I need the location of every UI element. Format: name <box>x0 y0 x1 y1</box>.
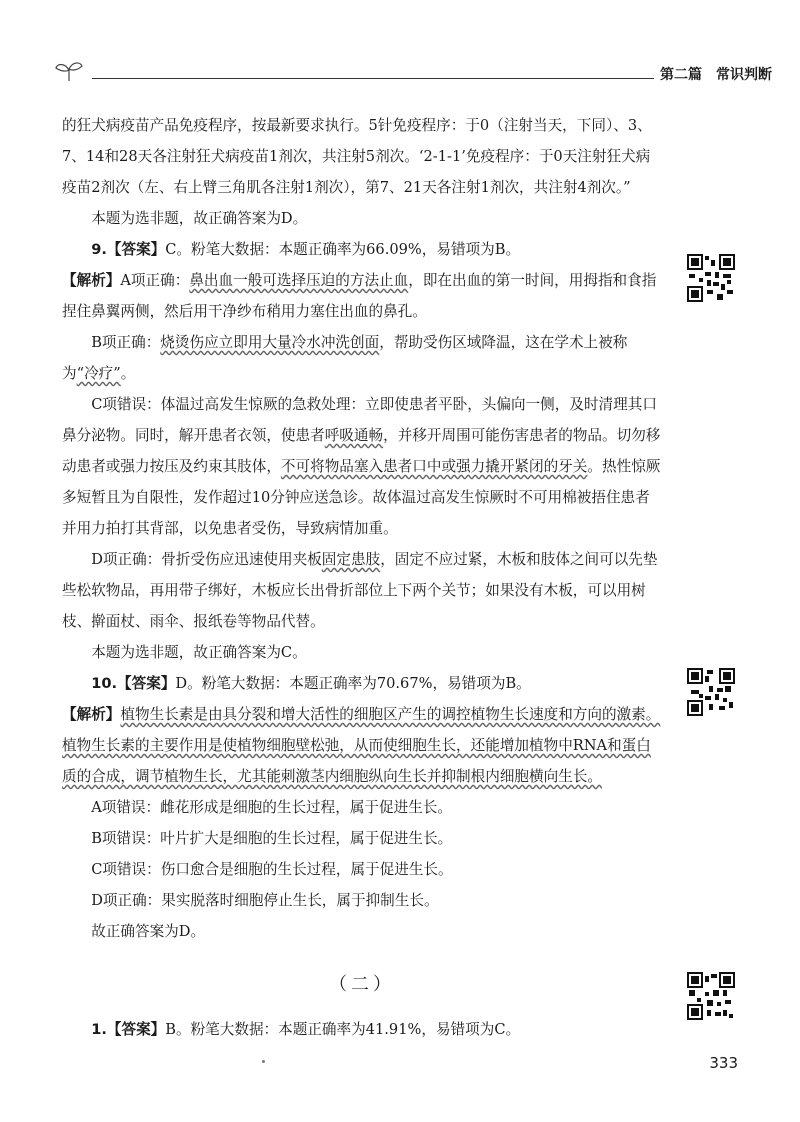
qr-code-icon[interactable] <box>687 668 735 716</box>
q9-explain-d: D项正确：骨折受伤应迅速使用夹板固定患肢，固定不应过紧，木板和肢体之间可以先垫些松软物品，再用带子绑好，木板应长出骨折部位上下两个关节；如果没有木板，可以用树枝、擀面杖、雨伞、报纸卷等物品代替。 <box>62 551 658 630</box>
q1-answer: 1.【答案】B。粉笔大数据：本题正确率为41.91%，易错项为C。 <box>91 1021 521 1038</box>
header-chapter: 常识判断 <box>716 67 772 83</box>
q10-option-c: C项错误：伤口愈合是细胞的生长过程，属于促进生长。 <box>91 861 453 878</box>
sprout-icon <box>54 60 84 82</box>
answer-line: 本题为选非题，故正确答案为D。 <box>91 210 308 227</box>
explain-tag: 【解析】 <box>62 706 121 723</box>
header-title <box>660 64 772 84</box>
qr-code-icon[interactable] <box>687 972 735 1020</box>
header-part: 第二篇 <box>660 67 702 83</box>
paragraph-vaccine: 的狂犬病疫苗产品免疫程序，按最新要求执行。5针免疫程序：于0（注射当天，下同）、3、7、14和28天各注射狂犬病疫苗1剂次，共注射5剂次。‘2-1-1’免疫程序：于0天注射狂犬病疫苗2剂次（左、右上臂三角肌各注射1剂次），第7、21天各注射1剂次，共注射4剂次。” <box>62 117 652 196</box>
header-rule <box>92 78 654 79</box>
q10-option-d: D项正确：果实脱落时细胞停止生长，属于抑制生长。 <box>91 892 439 909</box>
page-header <box>40 58 772 98</box>
q10-answer: 10.【答案】D。粉笔大数据：本题正确率为70.67%，易错项为B。 <box>91 675 531 692</box>
q9-explain-c: C项错误：体温过高发生惊厥的急救处理：立即使患者平卧，头偏向一侧，及时清理其口鼻分泌物。同时，解开患者衣领，使患者呼吸通畅，并移开周围可能伤害患者的物品。切勿移动患者或强力按压及约束其肢体，不可将物品塞入患者口中或强力撬开紧闭的牙关。热性惊厥多短暂且为自限性，发作超过10分钟应送急诊。故体温过高发生惊厥时不可用棉被捂住患者并用力拍打其背部，以免患者受伤，导致病情加重。 <box>62 396 661 537</box>
page-content <box>62 110 662 1045</box>
q10-option-a: A项错误：雌花形成是细胞的生长过程，属于促进生长。 <box>91 799 452 816</box>
answer-tag: 9.【答案】 <box>91 241 166 258</box>
q9-conclusion: 本题为选非题，故正确答案为C。 <box>91 644 307 661</box>
page-number: 333 <box>709 1054 738 1072</box>
section-title: （二） <box>329 974 395 995</box>
q9-answer: 9.【答案】C。粉笔大数据：本题正确率为66.09%，易错项为B。 <box>91 241 521 258</box>
answer-tag: 10.【答案】 <box>91 675 176 692</box>
qr-code-icon[interactable] <box>687 254 735 302</box>
q10-option-b: B项错误：叶片扩大是细胞的生长过程，属于促进生长。 <box>91 830 453 847</box>
q10-conclusion: 故正确答案为D。 <box>91 923 206 940</box>
answer-tag: 1.【答案】 <box>91 1021 166 1038</box>
q9-explain-a: 【解析】A项正确：鼻出血一般可选择压迫的方法止血，即在出血的第一时间，用拇指和食指捏住鼻翼两侧，然后用干净纱布稍用力塞住出血的鼻孔。 <box>62 272 657 320</box>
explain-tag: 【解析】 <box>62 272 121 289</box>
scan-speck <box>262 1060 265 1063</box>
q9-explain-b: B项正确：烧烫伤应立即用大量冷水冲洗创面，帮助受伤区域降温，这在学术上被称为“冷疗”。 <box>62 334 628 382</box>
q10-explain: 【解析】植物生长素是由具分裂和增大活性的细胞区产生的调控植物生长速度和方向的激素。植物生长素的主要作用是使植物细胞壁松弛，从而使细胞生长，还能增加植物中RNA和蛋白质的合成，调节植物生长，尤其能刺激茎内细胞纵向生长并抑制根内细胞横向生长。 <box>62 706 661 785</box>
